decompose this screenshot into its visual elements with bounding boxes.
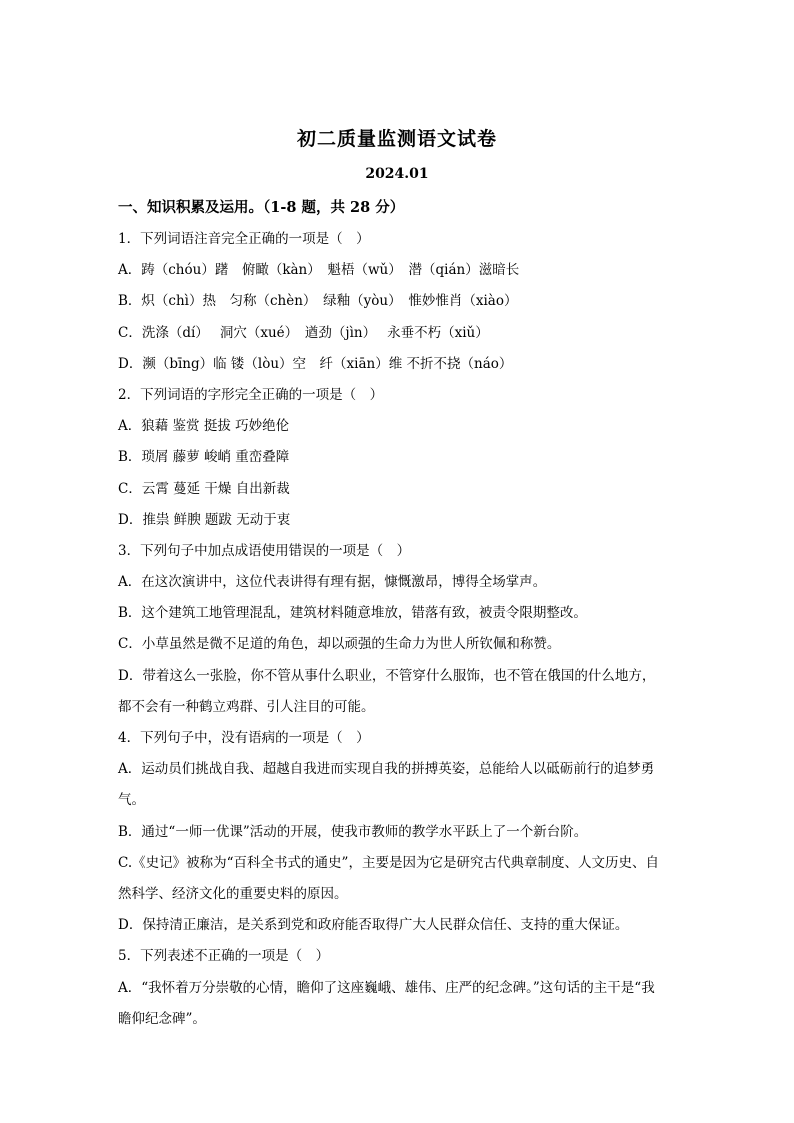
text-line: C．云霄 蔓延 干燥 自出新裁 xyxy=(118,480,290,497)
text-line: 都不会有一种鹤立鸡群、引人注目的可能。 xyxy=(118,698,375,715)
text-line: A．踌（chóu）躇 俯瞰（kàn） 魁梧（wǔ） 潜（qián）滋暗长 xyxy=(118,262,520,279)
text-line: 4．下列句子中，没有语病的一项是（ ） xyxy=(118,730,370,746)
section-heading: 一、知识积累及运用。（1-8 题，共 28 分） xyxy=(118,199,405,216)
exam-date: 2024.01 xyxy=(365,166,429,182)
text-line: D．推祟 鲜腴 题跋 无动于衷 xyxy=(118,511,291,528)
text-line: 2．下列词语的字形完全正确的一项是（ ） xyxy=(118,386,384,403)
text-line: C．洗涤（dí） 洞穴（xué） 遒劲（jìn） 永垂不朽（xiǔ） xyxy=(118,324,489,341)
text-line: A．“我怀着万分崇敬的心情，瞻仰了这座巍峨、雄伟、庄严的纪念碑。”这句话的主干是“我 xyxy=(118,979,655,996)
page-title: 初二质量监测语文试卷 xyxy=(296,128,497,150)
text-line: B．通过“一师一优课”活动的开展，使我市教师的教学水平跃上了一个新台阶。 xyxy=(118,823,588,840)
text-line: A．在这次演讲中，这位代表讲得有理有据，慷慨激昂，博得全场掌声。 xyxy=(118,574,547,591)
text-line: D．保持清正廉洁，是关系到党和政府能否取得广大人民群众信任、支持的重大保证。 xyxy=(118,917,629,934)
text-line: D．带着这么一张脸，你不管从事什么职业，不管穿什么服饰，也不管在俄国的什么地方， xyxy=(118,667,656,684)
text-line: 5．下列表述不正确的一项是（ ） xyxy=(118,948,330,965)
text-line: D．濒（bīng）临 镂（lòu）空 纤（xiān）维 不折不挠（náo） xyxy=(118,355,513,372)
text-line: B．炽（chì）热 匀称（chèn） 绿釉（yòu） 惟妙惟肖（xiào） xyxy=(118,293,518,310)
text-line: C．小草虽然是微不足道的角色，却以顽强的生命力为世人所钦佩和称赞。 xyxy=(118,636,561,653)
question-lines xyxy=(118,224,688,1035)
text-line: 气。 xyxy=(118,792,145,809)
text-line: B．琐屑 藤萝 峻峭 重峦叠障 xyxy=(118,449,290,466)
text-line: C.《史记》被称为“百科全书式的通史”，主要是因为它是研究古代典章制度、人文历史、自 xyxy=(118,854,659,871)
text-line: 1．下列词语注音完全正确的一项是（ ） xyxy=(118,231,370,247)
text-line: 3．下列句子中加点成语使用错误的一项是（ ） xyxy=(118,542,411,559)
text-line: A．运动员们挑战自我、超越自我进而实现自我的拼搏英姿，总能给人以砥砺前行的追梦勇 xyxy=(118,761,655,778)
text-line: B．这个建筑工地管理混乱，建筑材料随意堆放，错落有致，被责令限期整改。 xyxy=(118,605,587,622)
text-line: 然科学、经济文化的重要史料的原因。 xyxy=(118,885,348,902)
text-line: 瞻仰纪念碑”。 xyxy=(118,1010,206,1027)
text-line: A．狼藉 鉴赏 挺拔 巧妙绝伦 xyxy=(118,418,290,435)
